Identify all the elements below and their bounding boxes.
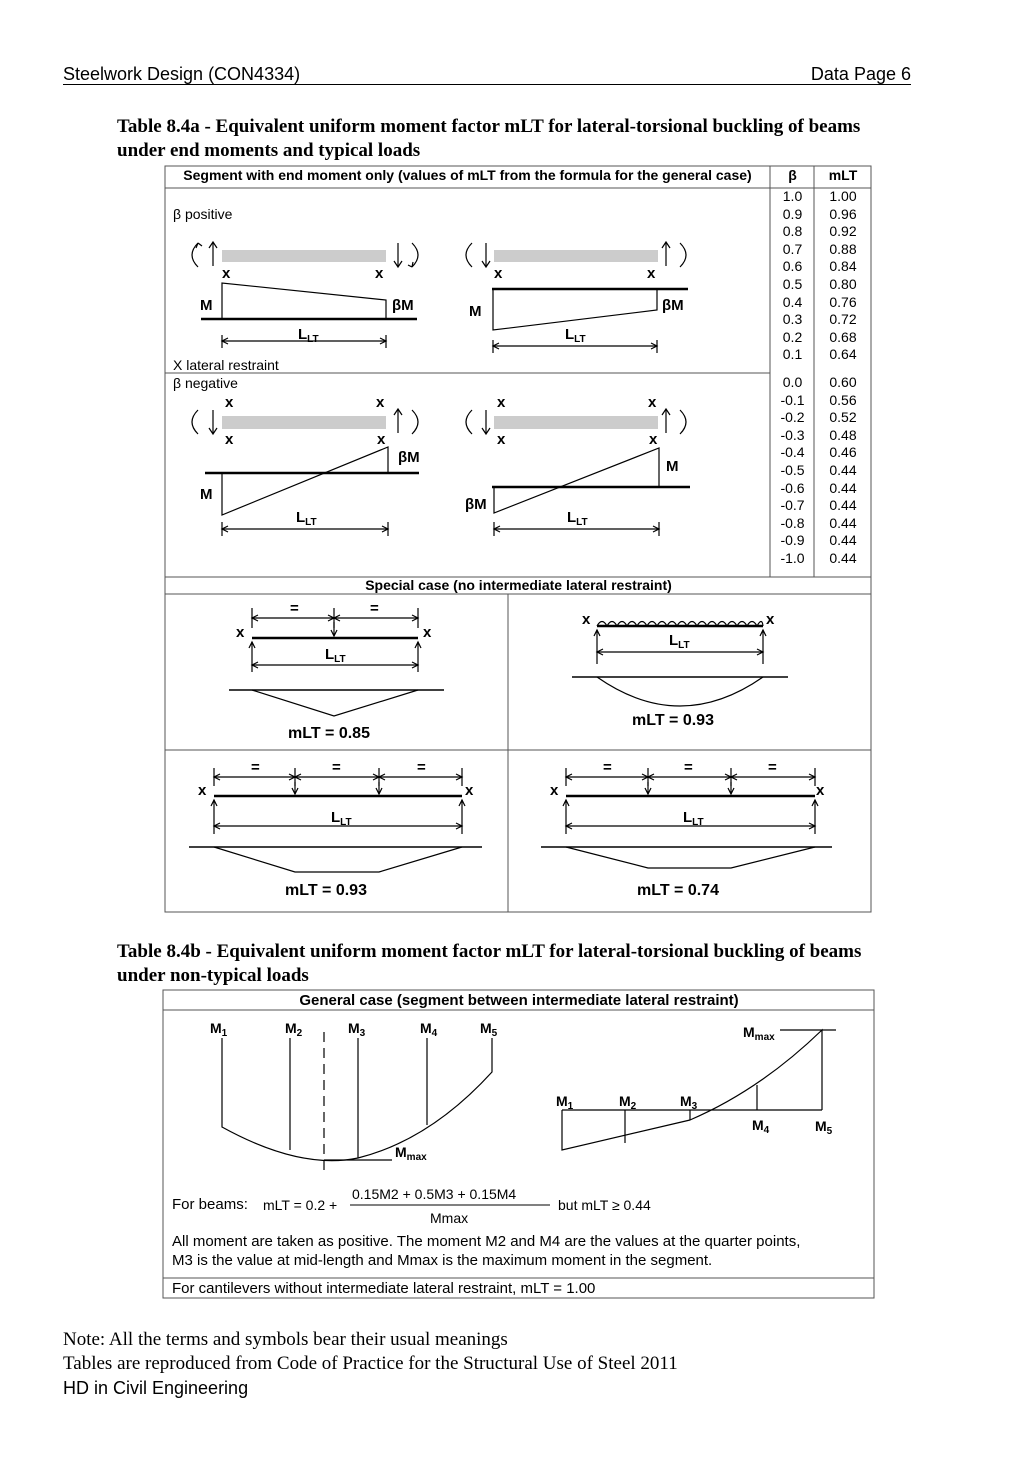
- note-line2: Tables are reproduced from Code of Practice for the Structural Use of Steel 2011: [63, 1353, 678, 1374]
- general-case-header: General case (segment between intermediate lateral restraint): [299, 992, 739, 1009]
- svg-text:x: x: [198, 782, 207, 799]
- svg-text:M: M: [200, 297, 213, 314]
- svg-text:=: =: [370, 600, 379, 617]
- formula-prefix: For beams:: [172, 1196, 248, 1213]
- svg-text:x: x: [497, 394, 506, 411]
- general-case-diagram-left: [222, 1032, 492, 1172]
- mlt-074-label: mLT = 0.74: [637, 882, 719, 899]
- svg-text:M5: $M_5$: [480, 1020, 498, 1039]
- svg-text:x: x: [582, 611, 591, 628]
- svg-text:=: =: [417, 759, 426, 776]
- svg-text:=: =: [684, 759, 693, 776]
- svg-text:M4: $M_4$: [420, 1020, 438, 1039]
- svg-text:M3: $M_3$: [680, 1093, 698, 1112]
- svg-text:=: =: [603, 759, 612, 776]
- svg-text:LLT: $L_{LT}$: [331, 809, 352, 828]
- svg-text:LLT: $L_{LT}$: [298, 326, 319, 345]
- formula-lhs: mLT = 0.2 +: [263, 1197, 338, 1213]
- svg-text:x: x: [647, 265, 656, 282]
- svg-text:x: x: [377, 431, 386, 448]
- svg-text:M5: $M_5$: [815, 1118, 833, 1137]
- formula-suffix: but mLT ≥ 0.44: [558, 1197, 651, 1213]
- svg-text:Mmax: $M_{max}$: [743, 1024, 775, 1043]
- table-b-caption-line1: Table 8.4b - Equivalent uniform moment factor mLT for lateral-torsional buckling of beams: [117, 941, 862, 962]
- svg-text:M: M: [666, 458, 679, 475]
- svg-text:M: M: [200, 486, 213, 503]
- course-title: Steelwork Design (CON4334): [63, 64, 301, 84]
- svg-text:LLT: $L_{LT}$: [325, 646, 346, 665]
- svg-text:M2: $M_2$: [619, 1093, 637, 1112]
- special-case-header: Special case (no intermediate lateral restraint): [365, 577, 672, 593]
- svg-text:βM: βM: [398, 449, 420, 466]
- formula-denominator: Mmax: [430, 1210, 469, 1226]
- svg-text:LLT: $L_{LT}$: [683, 809, 704, 828]
- svg-text:=: =: [251, 759, 260, 776]
- lateral-restraint-label: X lateral restraint: [173, 357, 279, 373]
- svg-text:x: x: [465, 782, 474, 799]
- svg-text:=: =: [768, 759, 777, 776]
- svg-text:LLT: $L_{LT}$: [567, 509, 588, 528]
- svg-text:LLT: $L_{LT}$: [296, 509, 317, 528]
- svg-text:x: x: [497, 431, 506, 448]
- note-line3: HD in Civil Engineering: [63, 1378, 249, 1398]
- beta-negative-label: β negative: [173, 375, 238, 391]
- svg-text:M1: $M_1$: [210, 1020, 228, 1039]
- svg-text:βM: βM: [465, 496, 487, 513]
- svg-text:x: x: [494, 265, 503, 282]
- svg-text:x: x: [423, 624, 432, 641]
- svg-text:βM: βM: [392, 297, 414, 314]
- formula-numerator: 0.15M2 + 0.5M3 + 0.15M4: [352, 1186, 517, 1202]
- page-number: Data Page 6: [810, 64, 911, 84]
- svg-text:x: x: [816, 782, 825, 799]
- mlt-column-negative: 0.60 0.56 0.52 0.48 0.46 0.44 0.44 0.44 0.44 0.44 0.44: [829, 374, 857, 566]
- mlt-093-udl-label: mLT = 0.93: [632, 712, 714, 729]
- svg-text:x: x: [649, 431, 658, 448]
- svg-text:=: =: [290, 600, 299, 617]
- x-label: x: [375, 265, 384, 282]
- svg-text:x: x: [236, 624, 245, 641]
- beta-column-negative: 0.0 -0.1 -0.2 -0.3 -0.4 -0.5 -0.6 -0.7 -0.8 -0.9 -1.0: [780, 374, 805, 566]
- mlt-column-positive: 1.00 0.96 0.92 0.88 0.84 0.80 0.76 0.72 0.68 0.64: [829, 188, 857, 363]
- svg-text:LLT: $L_{LT}$: [565, 326, 586, 345]
- note-line1: Note: All the terms and symbols bear their usual meanings: [63, 1329, 508, 1350]
- svg-text:=: =: [332, 759, 341, 776]
- general-case-diagram-right: [562, 1030, 836, 1150]
- mlt-085-label: mLT = 0.85: [288, 725, 370, 742]
- svg-text:M2: $M_2$: [285, 1020, 303, 1039]
- svg-text:x: x: [766, 611, 775, 628]
- svg-text:M1: $M_1$: [556, 1093, 574, 1112]
- svg-text:M4: $M_4$: [752, 1117, 770, 1136]
- general-case-labels: [210, 1020, 833, 1163]
- x-label: x: [222, 265, 231, 282]
- table-a-caption-line2: under end moments and typical loads: [117, 140, 421, 161]
- beta-column-positive: 1.0 0.9 0.8 0.7 0.6 0.5 0.4 0.3 0.2 0.1: [782, 188, 803, 363]
- svg-text:M: M: [469, 303, 482, 320]
- svg-text:x: x: [550, 782, 559, 799]
- svg-text:LLT: $L_{LT}$: [669, 632, 690, 651]
- beta-positive-label: β positive: [173, 206, 233, 222]
- svg-text:M3: $M_3$: [348, 1020, 366, 1039]
- svg-text:Mmax: $M_{max}$: [395, 1144, 427, 1163]
- svg-text:x: x: [648, 394, 657, 411]
- explanation-line2: M3 is the value at mid-length and Mmax is the maximum moment in the segment.: [172, 1252, 713, 1269]
- svg-text:x: x: [225, 431, 234, 448]
- col-header-mlt: mLT: [828, 167, 858, 183]
- col-header-segment: Segment with end moment only (values of mLT from the formula for the general case): [183, 167, 752, 183]
- cantilever-note: For cantilevers without intermediate lateral restraint, mLT = 1.00: [172, 1280, 596, 1297]
- col-header-beta: β: [788, 167, 797, 183]
- svg-text:x: x: [376, 394, 385, 411]
- explanation-line1: All moment are taken as positive. The moment M2 and M4 are the values at the quarter points,: [172, 1233, 801, 1250]
- table-b-caption-line2: under non-typical loads: [117, 965, 309, 986]
- table-a-caption-line1: Table 8.4a - Equivalent uniform moment factor mLT for lateral-torsional buckling of beams: [117, 116, 861, 137]
- svg-text:x: x: [225, 394, 234, 411]
- mlt-093-three-loads-label: mLT = 0.93: [285, 882, 367, 899]
- svg-text:βM: βM: [662, 297, 684, 314]
